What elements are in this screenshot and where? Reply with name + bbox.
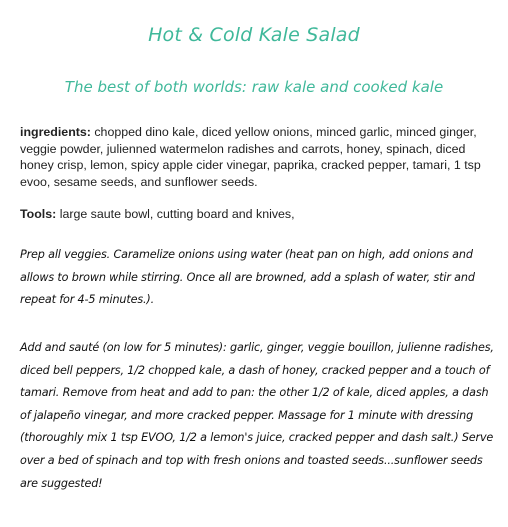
ingredients-paragraph [20, 124, 492, 190]
ingredients-label: ingredients: [20, 125, 91, 139]
recipe-subtitle: The best of both worlds: raw kale and cooked kale [64, 78, 444, 96]
ingredients-text: chopped dino kale, diced yellow onions, minced garlic, minced ginger, veggie powder, julienned watermelon radishes and carrots, honey, spinach, diced honey crisp, lemon, spicy apple cider vinegar, paprika, cracked pepper, tamari, 1 tsp evoo, sesame seeds, and sunflower seeds. [20, 125, 481, 189]
recipe-title: Hot & Cold Kale Salad [148, 24, 360, 46]
tools-paragraph [20, 206, 492, 223]
tools-text: large saute bowl, cutting board and knives, [56, 207, 295, 221]
tools-label: Tools: [20, 207, 57, 221]
prep-instructions: Prep all veggies. Caramelize onions using water (heat pan on high, add onions and allows to brown while stirring. Once all are browned, add a splash of water, stir and repeat for 4-5 minutes.). [20, 248, 475, 307]
saute-instructions: Add and sauté (on low for 5 minutes): garlic, ginger, veggie bouillon, julienne radishes, diced bell peppers, 1/2 chopped kale, a dash of honey, cracked pepper and a touch of tamari. Remove from heat and add to pan: the other 1/2 of kale, diced apples, a dash of jalapeño vinegar, and more cracked pepper. Massage for 1 minute with dressing (thoroughly mix 1 tsp EVOO, 1/2 a lemon's juice, cracked pepper and dash salt.) Serve over a bed of spinach and top with fresh onions and toasted seeds...sunflower seeds are suggested! [20, 341, 494, 490]
